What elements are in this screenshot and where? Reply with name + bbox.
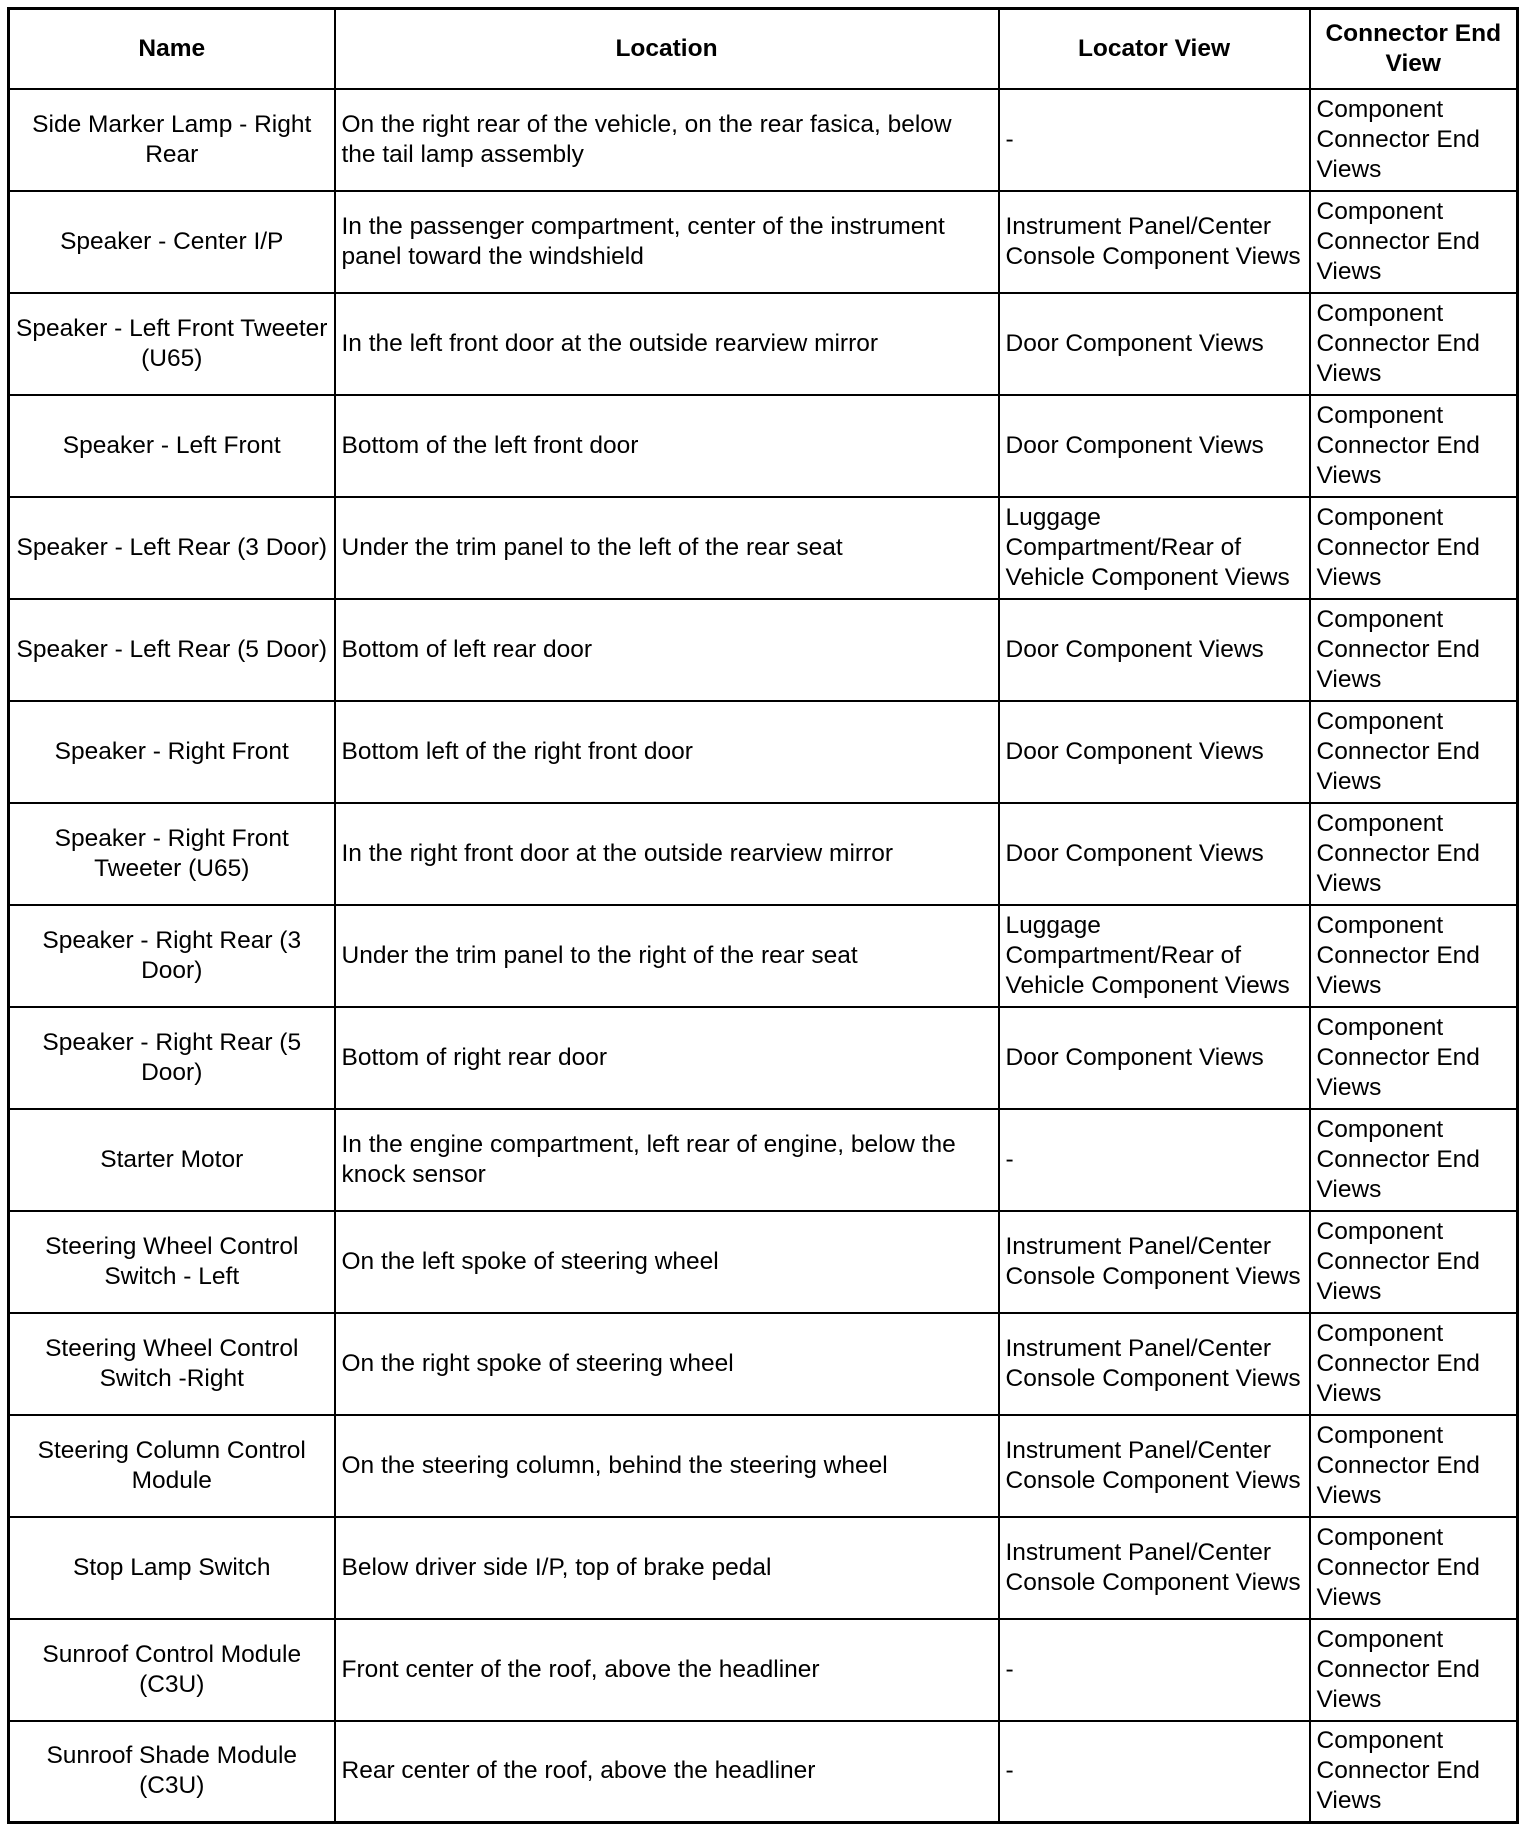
cell-name: Steering Wheel Control Switch -Right <box>9 1313 335 1415</box>
cell-locator-view: Instrument Panel/Center Console Component Views <box>999 1211 1310 1313</box>
cell-connector-end-view: Component Connector End Views <box>1310 803 1518 905</box>
cell-connector-end-view: Component Connector End Views <box>1310 1007 1518 1109</box>
cell-connector-end-view: Component Connector End Views <box>1310 1415 1518 1517</box>
cell-name: Speaker - Right Front Tweeter (U65) <box>9 803 335 905</box>
cell-connector-end-view: Component Connector End Views <box>1310 1313 1518 1415</box>
table-row <box>9 1313 1518 1415</box>
cell-connector-end-view: Component Connector End Views <box>1310 89 1518 191</box>
cell-name: Stop Lamp Switch <box>9 1517 335 1619</box>
cell-location: Below driver side I/P, top of brake pedal <box>335 1517 999 1619</box>
cell-location: Under the trim panel to the left of the rear seat <box>335 497 999 599</box>
header-row <box>9 9 1518 89</box>
cell-connector-end-view: Component Connector End Views <box>1310 599 1518 701</box>
cell-locator-view: Door Component Views <box>999 599 1310 701</box>
cell-locator-view: Instrument Panel/Center Console Component Views <box>999 1313 1310 1415</box>
cell-location: Bottom of right rear door <box>335 1007 999 1109</box>
header-name: Name <box>9 9 335 89</box>
cell-name: Side Marker Lamp - Right Rear <box>9 89 335 191</box>
cell-locator-view: Instrument Panel/Center Console Component Views <box>999 191 1310 293</box>
cell-connector-end-view: Component Connector End Views <box>1310 497 1518 599</box>
cell-locator-view: - <box>999 1721 1310 1823</box>
table-row <box>9 1415 1518 1517</box>
cell-name: Speaker - Right Rear (3 Door) <box>9 905 335 1007</box>
cell-location: On the right rear of the vehicle, on the rear fasica, below the tail lamp assembly <box>335 89 999 191</box>
cell-locator-view: Door Component Views <box>999 395 1310 497</box>
cell-location: Bottom of left rear door <box>335 599 999 701</box>
cell-location: On the steering column, behind the steering wheel <box>335 1415 999 1517</box>
table-row <box>9 1211 1518 1313</box>
table-row <box>9 293 1518 395</box>
cell-name: Speaker - Center I/P <box>9 191 335 293</box>
header-location: Location <box>335 9 999 89</box>
cell-name: Speaker - Left Front <box>9 395 335 497</box>
cell-locator-view: - <box>999 1109 1310 1211</box>
cell-locator-view: Instrument Panel/Center Console Component Views <box>999 1517 1310 1619</box>
table-row <box>9 599 1518 701</box>
table-row <box>9 191 1518 293</box>
cell-location: Bottom left of the right front door <box>335 701 999 803</box>
cell-name: Starter Motor <box>9 1109 335 1211</box>
cell-connector-end-view: Component Connector End Views <box>1310 905 1518 1007</box>
table-row <box>9 1721 1518 1823</box>
cell-name: Speaker - Right Front <box>9 701 335 803</box>
cell-connector-end-view: Component Connector End Views <box>1310 1619 1518 1721</box>
cell-name: Steering Wheel Control Switch - Left <box>9 1211 335 1313</box>
table-row <box>9 395 1518 497</box>
cell-locator-view: Door Component Views <box>999 1007 1310 1109</box>
table-row <box>9 89 1518 191</box>
cell-locator-view: Door Component Views <box>999 701 1310 803</box>
cell-locator-view: Luggage Compartment/Rear of Vehicle Component Views <box>999 497 1310 599</box>
component-locator-table <box>7 7 1519 1824</box>
table-body <box>9 89 1518 1823</box>
cell-name: Steering Column Control Module <box>9 1415 335 1517</box>
table-row <box>9 1109 1518 1211</box>
cell-locator-view: Instrument Panel/Center Console Component Views <box>999 1415 1310 1517</box>
cell-name: Sunroof Shade Module (C3U) <box>9 1721 335 1823</box>
cell-location: In the engine compartment, left rear of engine, below the knock sensor <box>335 1109 999 1211</box>
cell-location: In the passenger compartment, center of the instrument panel toward the windshield <box>335 191 999 293</box>
table-row <box>9 1007 1518 1109</box>
cell-connector-end-view: Component Connector End Views <box>1310 1721 1518 1823</box>
cell-location: Front center of the roof, above the headliner <box>335 1619 999 1721</box>
table-row <box>9 701 1518 803</box>
cell-connector-end-view: Component Connector End Views <box>1310 1517 1518 1619</box>
cell-name: Speaker - Left Front Tweeter (U65) <box>9 293 335 395</box>
cell-locator-view: Door Component Views <box>999 803 1310 905</box>
table-row <box>9 905 1518 1007</box>
header-connector-end-view: Connector End View <box>1310 9 1518 89</box>
cell-name: Speaker - Left Rear (5 Door) <box>9 599 335 701</box>
header-locator-view: Locator View <box>999 9 1310 89</box>
cell-connector-end-view: Component Connector End Views <box>1310 1109 1518 1211</box>
cell-location: Rear center of the roof, above the headliner <box>335 1721 999 1823</box>
cell-location: Bottom of the left front door <box>335 395 999 497</box>
table-row <box>9 1517 1518 1619</box>
cell-locator-view: Door Component Views <box>999 293 1310 395</box>
cell-locator-view: - <box>999 1619 1310 1721</box>
cell-connector-end-view: Component Connector End Views <box>1310 191 1518 293</box>
cell-location: On the left spoke of steering wheel <box>335 1211 999 1313</box>
cell-name: Speaker - Left Rear (3 Door) <box>9 497 335 599</box>
cell-name: Speaker - Right Rear (5 Door) <box>9 1007 335 1109</box>
table-row <box>9 497 1518 599</box>
cell-connector-end-view: Component Connector End Views <box>1310 395 1518 497</box>
cell-location: In the left front door at the outside rearview mirror <box>335 293 999 395</box>
cell-name: Sunroof Control Module (C3U) <box>9 1619 335 1721</box>
cell-connector-end-view: Component Connector End Views <box>1310 293 1518 395</box>
cell-location: On the right spoke of steering wheel <box>335 1313 999 1415</box>
table-row <box>9 1619 1518 1721</box>
cell-connector-end-view: Component Connector End Views <box>1310 701 1518 803</box>
table-row <box>9 803 1518 905</box>
cell-location: Under the trim panel to the right of the rear seat <box>335 905 999 1007</box>
cell-connector-end-view: Component Connector End Views <box>1310 1211 1518 1313</box>
cell-location: In the right front door at the outside rearview mirror <box>335 803 999 905</box>
cell-locator-view: Luggage Compartment/Rear of Vehicle Component Views <box>999 905 1310 1007</box>
cell-locator-view: - <box>999 89 1310 191</box>
